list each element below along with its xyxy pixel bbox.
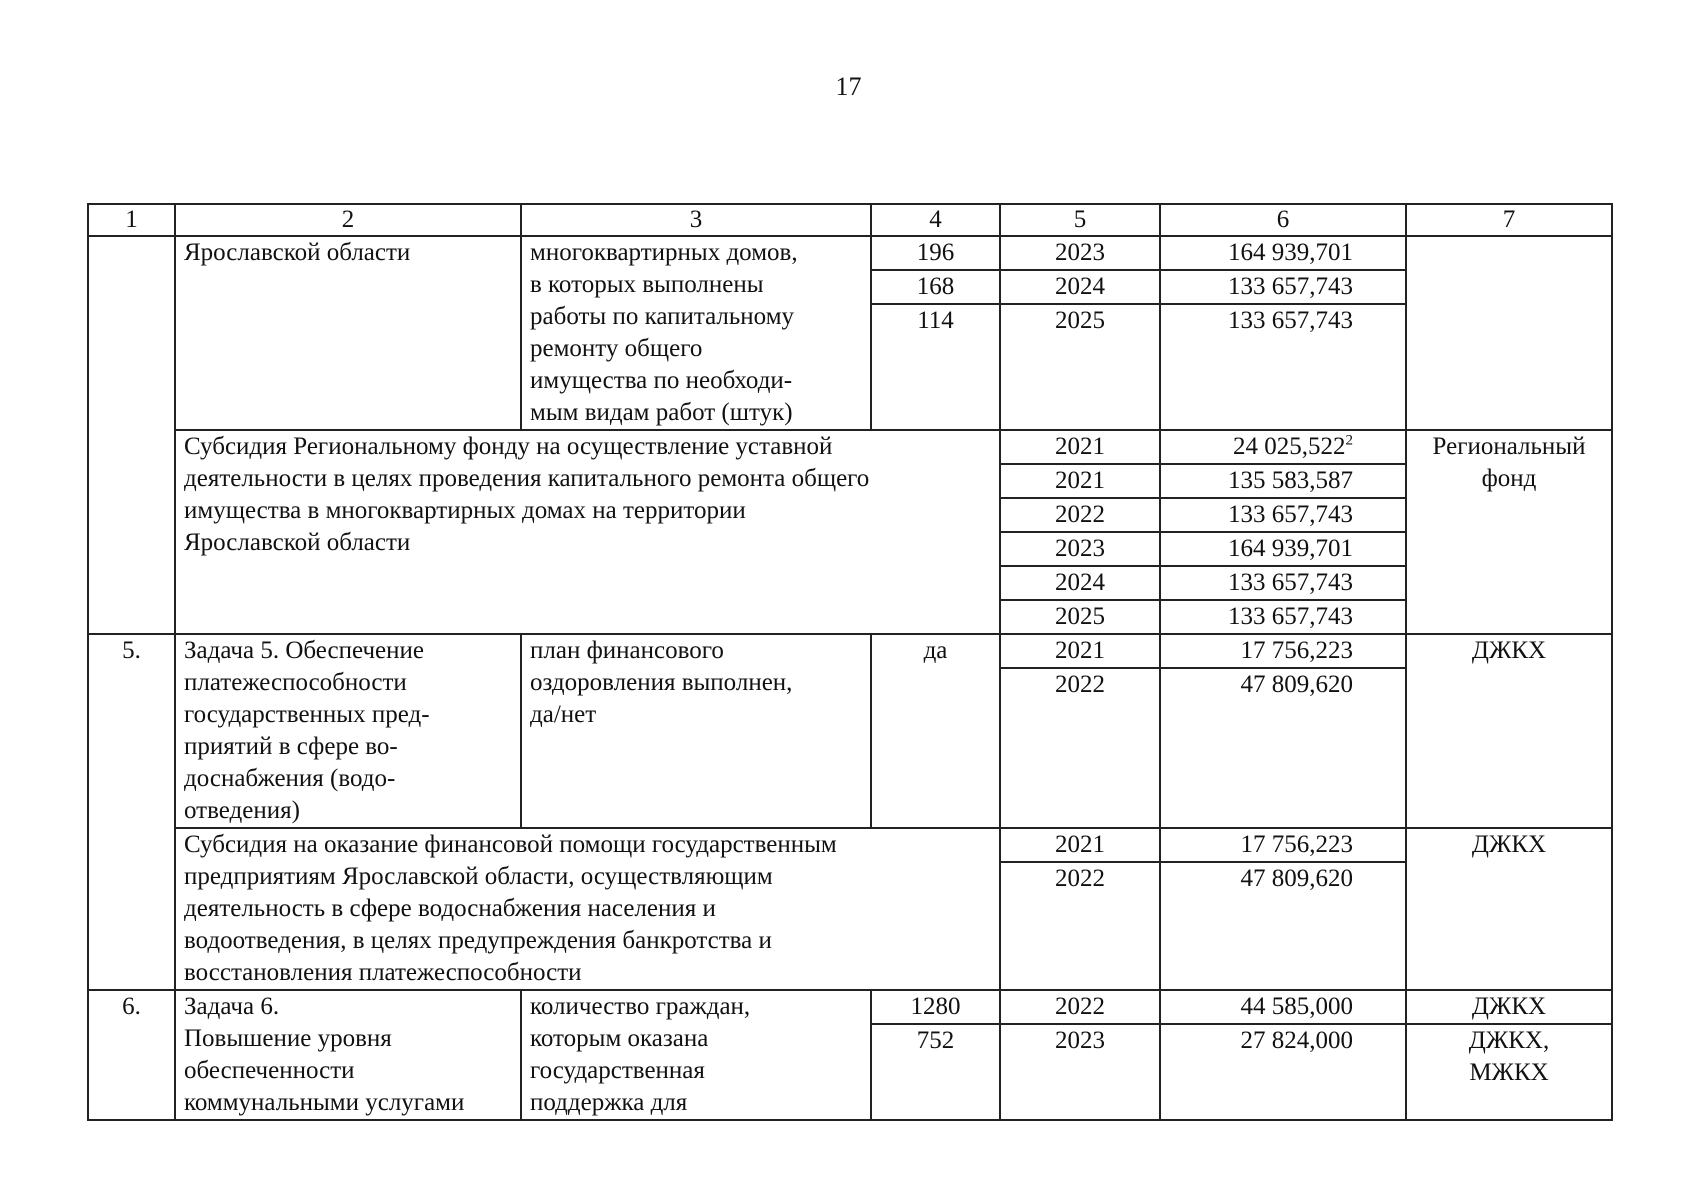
year-cell: 2024 xyxy=(1000,566,1160,600)
responsible-cell: ДЖКХ xyxy=(1406,990,1612,1024)
year-cell: 2024 xyxy=(1000,270,1160,304)
year-cell: 2025 xyxy=(1000,304,1160,430)
program-table xyxy=(87,203,1613,1121)
indicator-value: 168 xyxy=(871,270,1000,304)
amount-cell: 47 809,620 xyxy=(1160,668,1406,828)
responsible-cell: ДЖКХ xyxy=(1406,828,1612,990)
table-header-row xyxy=(88,204,1612,236)
indicator-cell: количество граждан, которым оказана государственная поддержка для xyxy=(521,990,871,1120)
year-cell: 2021 xyxy=(1000,634,1160,668)
task-name-cell: Задача 6. Повышение уровня обеспеченности коммунальными услугами xyxy=(175,990,521,1120)
header-col-3: 3 xyxy=(521,204,871,236)
header-col-5: 5 xyxy=(1000,204,1160,236)
year-cell: 2025 xyxy=(1000,600,1160,634)
year-cell: 2023 xyxy=(1000,532,1160,566)
table-row xyxy=(88,236,1612,270)
row-number-cell xyxy=(88,236,175,634)
amount-cell: 164 939,701 xyxy=(1160,532,1406,566)
amount-cell: 133 657,743 xyxy=(1160,270,1406,304)
year-cell: 2023 xyxy=(1000,236,1160,270)
year-cell: 2021 xyxy=(1000,464,1160,498)
amount-cell: 164 939,701 xyxy=(1160,236,1406,270)
indicator-value: 196 xyxy=(871,236,1000,270)
table-row xyxy=(88,990,1612,1024)
task-name-cell: Задача 5. Обеспечение платежеспособности государственных пред- приятий в сфере во- доснабжения (водо- отведения) xyxy=(175,634,521,828)
responsible-cell: Региональный фонд xyxy=(1406,430,1612,634)
year-cell: 2022 xyxy=(1000,668,1160,828)
amount-cell: 47 809,620 xyxy=(1160,862,1406,990)
amount-cell: 133 657,743 xyxy=(1160,566,1406,600)
header-col-1: 1 xyxy=(88,204,175,236)
amount-cell: 17 756,223 xyxy=(1160,828,1406,862)
year-cell: 2021 xyxy=(1000,430,1160,464)
amount-cell: 17 756,223 xyxy=(1160,634,1406,668)
amount-cell: 44 585,000 xyxy=(1160,990,1406,1024)
responsible-cell: ДЖКХ, МЖКХ xyxy=(1406,1024,1612,1120)
header-col-4: 4 xyxy=(871,204,1000,236)
year-cell: 2021 xyxy=(1000,828,1160,862)
responsible-cell: ДЖКХ xyxy=(1406,634,1612,828)
year-cell: 2022 xyxy=(1000,862,1160,990)
year-cell: 2023 xyxy=(1000,1024,1160,1120)
header-col-2: 2 xyxy=(175,204,521,236)
task-name-cell: Ярославской области xyxy=(175,236,521,430)
table-row xyxy=(88,430,1612,464)
amount-cell xyxy=(1160,430,1406,464)
indicator-value: да xyxy=(871,634,1000,828)
subsidy-description-cell: Субсидия Региональному фонду на осуществление уставной деятельности в целях проведения капитального ремонта общего имущества в многоквартирных домах на территории Ярославской области xyxy=(175,430,1000,634)
year-cell: 2022 xyxy=(1000,498,1160,532)
amount-value: 24 025,522 xyxy=(1233,433,1346,460)
year-cell: 2022 xyxy=(1000,990,1160,1024)
footnote-marker: 2 xyxy=(1345,432,1353,449)
indicator-cell: план финансового оздоровления выполнен, да/нет xyxy=(521,634,871,828)
header-col-6: 6 xyxy=(1160,204,1406,236)
responsible-cell xyxy=(1406,236,1612,430)
page-number: 17 xyxy=(835,72,862,101)
amount-cell: 133 657,743 xyxy=(1160,498,1406,532)
subsidy-description-cell: Субсидия на оказание финансовой помощи государственным предприятиям Ярославской области, осуществляющим деятельность в сфере водоснабжения населения и водоотведения, в целях предупреждения банкротства и восстановления платежеспособности xyxy=(175,828,1000,990)
amount-cell: 133 657,743 xyxy=(1160,304,1406,430)
table-row xyxy=(88,634,1612,668)
indicator-cell: многоквартирных домов, в которых выполнены работы по капитальному ремонту общего имущества по необходи- мым видам работ (штук) xyxy=(521,236,871,430)
row-number-cell: 5. xyxy=(88,634,175,990)
row-number-cell: 6. xyxy=(88,990,175,1120)
amount-cell: 27 824,000 xyxy=(1160,1024,1406,1120)
indicator-value: 114 xyxy=(871,304,1000,430)
amount-cell: 135 583,587 xyxy=(1160,464,1406,498)
header-col-7: 7 xyxy=(1406,204,1612,236)
table-row xyxy=(88,828,1612,862)
indicator-value: 752 xyxy=(871,1024,1000,1120)
indicator-value: 1280 xyxy=(871,990,1000,1024)
amount-cell: 133 657,743 xyxy=(1160,600,1406,634)
